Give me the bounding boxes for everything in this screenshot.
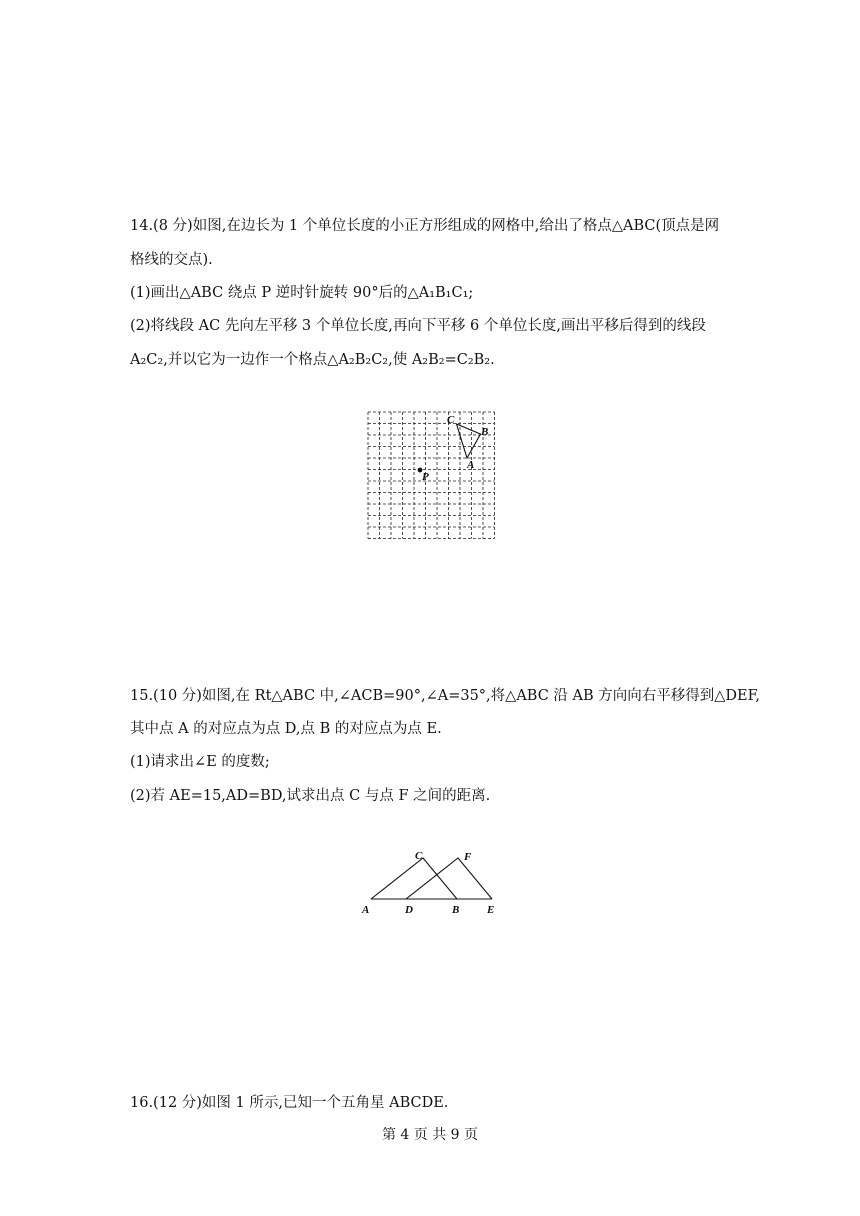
q15-triangle-figure (356, 844, 506, 920)
label-c: C (415, 850, 423, 862)
label-a: A (467, 459, 475, 471)
q15-stem-line2: 其中点 A 的对应点为点 D,点 B 的对应点为点 E. (130, 721, 442, 737)
grid-lines (368, 412, 495, 539)
q14-part2-line2: A₂C₂,并以它为一边作一个格点△A₂B₂C₂,使 A₂B₂=C₂B₂. (130, 352, 495, 368)
label-b: B (481, 426, 489, 438)
triangle-def (406, 858, 492, 899)
label-p: P (422, 471, 429, 483)
q14-part2-line1: (2)将线段 AC 先向左平移 3 个单位长度,再向下平移 6 个单位长度,画出平移后得到的线段 (130, 318, 706, 334)
q14-stem-line1: 14.(8 分)如图,在边长为 1 个单位长度的小正方形组成的网格中,给出了格点△ABC(顶点是网 (130, 218, 720, 234)
label-a: A (362, 904, 370, 916)
q16-stem-line1: 16.(12 分)如图 1 所示,已知一个五角星 ABCDE. (130, 1095, 449, 1111)
page-footer: 第 4 页 共 9 页 (381, 1127, 479, 1143)
q14-part1: (1)画出△ABC 绕点 P 逆时针旋转 90°后的△A₁B₁C₁; (130, 285, 474, 301)
q14-stem-line2: 格线的交点). (130, 252, 213, 268)
q14-grid-figure (360, 404, 500, 546)
label-d: D (405, 904, 413, 916)
q15-part1: (1)请求出∠E 的度数; (130, 754, 270, 770)
label-f: F (464, 851, 472, 863)
q15-stem-line1: 15.(10 分)如图,在 Rt△ABC 中,∠ACB=90°,∠A=35°,将△ABC 沿 AB 方向向右平移得到△DEF, (130, 688, 761, 704)
q15-part2: (2)若 AE=15,AD=BD,试求出点 C 与点 F 之间的距离. (130, 788, 491, 804)
label-e: E (487, 904, 495, 916)
label-c: C (447, 414, 455, 426)
label-b: B (452, 904, 460, 916)
